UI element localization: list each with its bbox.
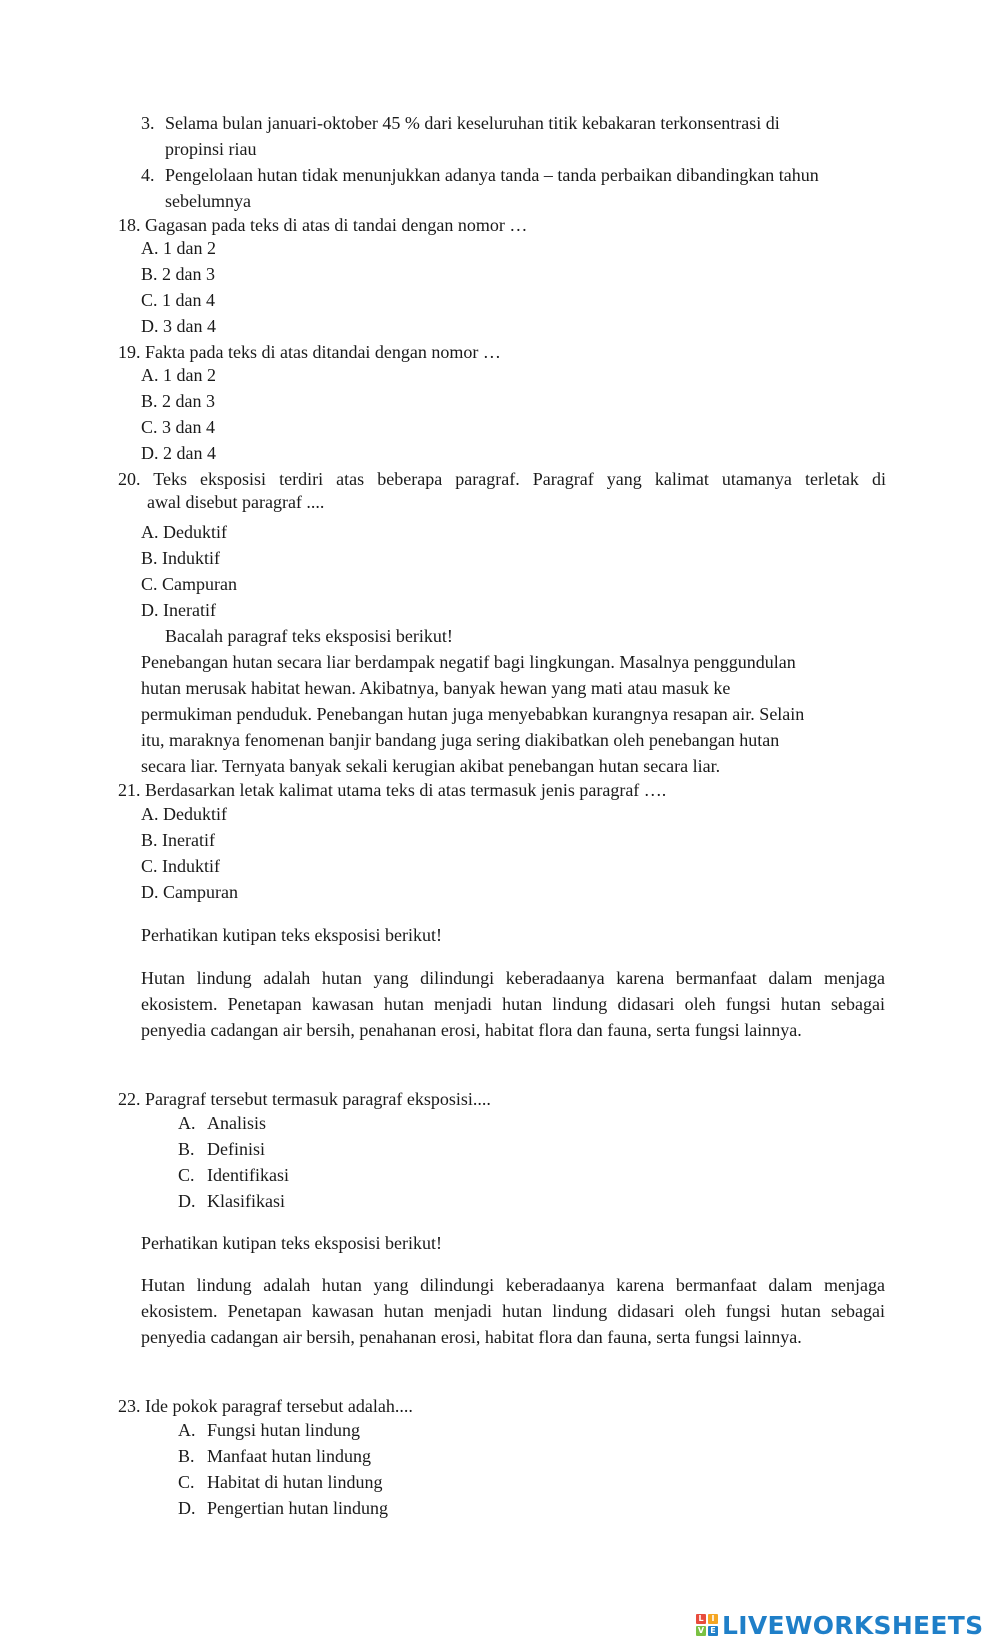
q23-option-d-letter[interactable]: D.	[178, 1498, 196, 1518]
question-20-line1: 20. Teks eksposisi terdiri atas beberapa paragraf. Paragraf yang kalimat utamanya terletak di	[118, 469, 886, 489]
question-19: 19. Fakta pada teks di atas ditandai dengan nomor …	[118, 342, 501, 362]
q22-option-a-letter[interactable]: A.	[178, 1113, 196, 1133]
q23-option-c-text[interactable]: Habitat di hutan lindung	[207, 1472, 383, 1492]
q22-option-c-letter[interactable]: C.	[178, 1165, 195, 1185]
q22-option-b-text[interactable]: Definisi	[207, 1139, 265, 1159]
list-number-3: 3.	[141, 113, 155, 133]
passage-1-line: hutan merusak habitat hewan. Akibatnya, banyak hewan yang mati atau masuk ke	[141, 678, 731, 698]
logo-tile: V	[697, 1626, 705, 1635]
question-21: 21. Berdasarkan letak kalimat utama teks di atas termasuk jenis paragraf ….	[118, 780, 667, 800]
q20-option-b[interactable]: B. Induktif	[141, 548, 220, 568]
q21-option-c[interactable]: C. Induktif	[141, 856, 220, 876]
logo-text: LIVEWORKSHEETS	[722, 1610, 984, 1640]
q18-option-d[interactable]: D. 3 dan 4	[141, 316, 216, 336]
q22-option-d-text[interactable]: Klasifikasi	[207, 1191, 285, 1211]
q20-option-d[interactable]: D. Ineratif	[141, 600, 216, 620]
q18-option-a[interactable]: A. 1 dan 2	[141, 238, 216, 258]
list-item-3-line1: Selama bulan januari-oktober 45 % dari keseluruhan titik kebakaran terkonsentrasi di	[165, 113, 780, 133]
q23-option-a-letter[interactable]: A.	[178, 1420, 196, 1440]
q18-option-c[interactable]: C. 1 dan 4	[141, 290, 215, 310]
logo-tiles-icon	[696, 1614, 718, 1636]
q21-option-d[interactable]: D. Campuran	[141, 882, 238, 902]
logo-tile: I	[708, 1614, 718, 1624]
passage-2-instruction: Perhatikan kutipan teks eksposisi berikut!	[141, 925, 442, 945]
logo-tile: L	[696, 1614, 706, 1624]
q23-option-c-letter[interactable]: C.	[178, 1472, 195, 1492]
passage-1-line: Penebangan hutan secara liar berdampak negatif bagi lingkungan. Masalnya penggundulan	[141, 652, 796, 672]
question-23: 23. Ide pokok paragraf tersebut adalah....	[118, 1396, 413, 1416]
question-18: 18. Gagasan pada teks di atas di tandai dengan nomor …	[118, 215, 528, 235]
passage-1-line: permukiman penduduk. Penebangan hutan juga menyebabkan kurangnya resapan air. Selain	[141, 704, 805, 724]
list-item-4-line1: Pengelolaan hutan tidak menunjukkan adanya tanda – tanda perbaikan dibandingkan tahun	[165, 165, 819, 185]
logo-tile: E	[708, 1626, 718, 1636]
list-item-4-line2: sebelumnya	[165, 191, 251, 211]
q22-option-a-text[interactable]: Analisis	[207, 1113, 267, 1133]
q21-option-b[interactable]: B. Ineratif	[141, 830, 215, 850]
q22-option-c-text[interactable]: Identifikasi	[207, 1165, 289, 1185]
q19-option-c[interactable]: C. 3 dan 4	[141, 417, 215, 437]
q19-option-d[interactable]: D. 2 dan 4	[141, 443, 216, 463]
q20-option-a[interactable]: A. Deduktif	[141, 522, 227, 542]
q23-option-b-letter[interactable]: B.	[178, 1446, 195, 1466]
list-item-3-line2: propinsi riau	[165, 139, 257, 159]
passage-1-line: secara liar. Ternyata banyak sekali kerugian akibat penebangan hutan secara liar.	[141, 756, 721, 776]
question-22: 22. Paragraf tersebut termasuk paragraf eksposisi....	[118, 1089, 491, 1109]
q22-option-d-letter[interactable]: D.	[178, 1191, 196, 1211]
q23-option-a-text[interactable]: Fungsi hutan lindung	[207, 1420, 361, 1440]
passage-3-text: Hutan lindung adalah hutan yang dilindungi keberadaanya karena bermanfaat dalam menjaga ekosistem. Penetapan kawasan hutan menjadi hutan lindung didasari oleh fungsi hutan sebagai penyedia cadangan air bersih, penahanan erosi, habitat flora dan fauna, serta fungsi lainnya.	[141, 1275, 885, 1347]
passage-2-text: Hutan lindung adalah hutan yang dilindungi keberadaanya karena bermanfaat dalam menjaga ekosistem. Penetapan kawasan hutan menjadi hutan lindung didasari oleh fungsi hutan sebagai penyedia cadangan air bersih, penahanan erosi, habitat flora dan fauna, serta fungsi lainnya.	[141, 968, 885, 1040]
question-20-line2: awal disebut paragraf ....	[147, 492, 325, 512]
list-number-4: 4.	[141, 165, 155, 185]
passage-1-instruction: Bacalah paragraf teks eksposisi berikut!	[165, 626, 453, 646]
liveworksheets-logo	[696, 1610, 983, 1640]
q20-option-c[interactable]: C. Campuran	[141, 574, 237, 594]
q19-option-a[interactable]: A. 1 dan 2	[141, 365, 216, 385]
q19-option-b[interactable]: B. 2 dan 3	[141, 391, 215, 411]
q18-option-b[interactable]: B. 2 dan 3	[141, 264, 215, 284]
q22-option-b-letter[interactable]: B.	[178, 1139, 195, 1159]
passage-1-line: itu, maraknya fenomenan banjir bandang juga sering diakibatkan oleh penebangan hutan	[141, 730, 780, 750]
q21-option-a[interactable]: A. Deduktif	[141, 804, 227, 824]
passage-3-instruction: Perhatikan kutipan teks eksposisi berikut!	[141, 1233, 442, 1253]
q23-option-d-text[interactable]: Pengertian hutan lindung	[207, 1498, 388, 1518]
q23-option-b-text[interactable]: Manfaat hutan lindung	[207, 1446, 371, 1466]
